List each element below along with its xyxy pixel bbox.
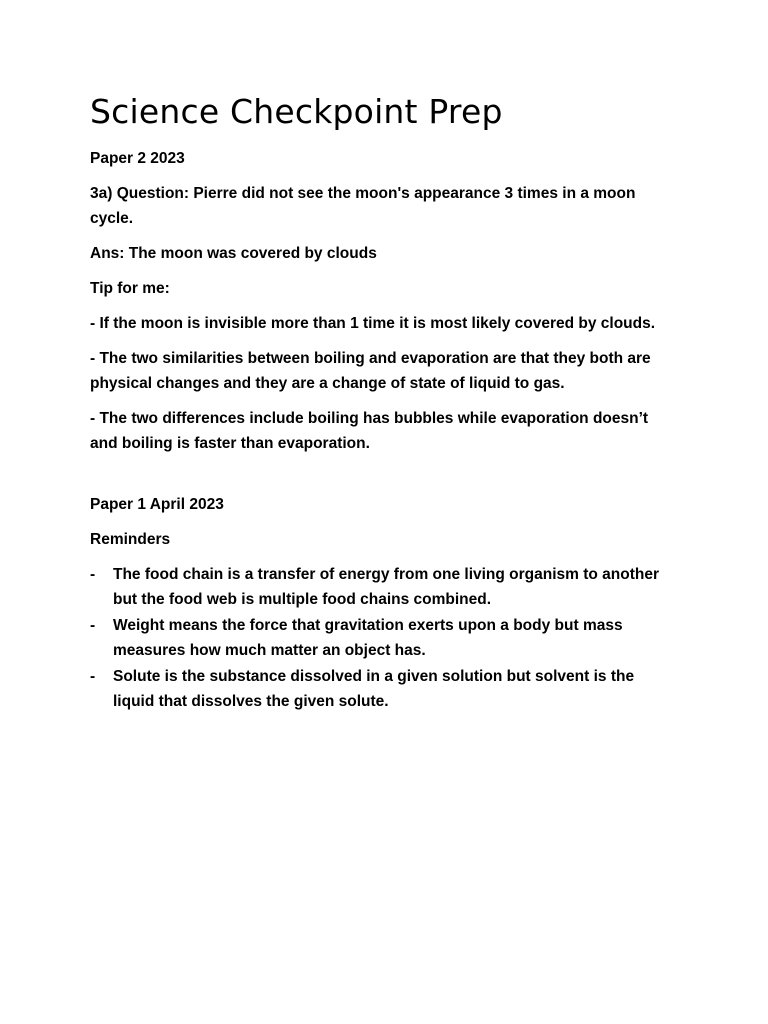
reminder-text: The food chain is a transfer of energy from one living organism to another but the food web is multiple food chains combined. — [113, 566, 660, 608]
reminder-text: Weight means the force that gravitation exerts upon a body but mass measures how much matter an object has. — [113, 617, 623, 659]
section-heading-paper2: Paper 2 2023 — [90, 150, 185, 167]
answer-text: Ans: The moon was covered by clouds — [90, 245, 377, 262]
tip-item: - The two differences include boiling has bubbles while evaporation doesn’t and boiling is faster than evaporation. — [90, 410, 649, 452]
section-heading-paper1: Paper 1 April 2023 — [90, 496, 224, 513]
tip-item: - If the moon is invisible more than 1 time it is most likely covered by clouds. — [90, 315, 656, 332]
tip-item: - The two similarities between boiling and evaporation are that they both are physical changes and they are a change of state of liquid to gas. — [90, 350, 651, 392]
page-title: Science Checkpoint Prep — [90, 92, 503, 131]
reminder-item — [90, 613, 678, 663]
reminder-text: Solute is the substance dissolved in a given solution but solvent is the liquid that dissolves the given solute. — [113, 668, 635, 710]
reminders-list — [90, 562, 678, 714]
reminder-item — [90, 562, 678, 612]
question-text: 3a) Question: Pierre did not see the moon's appearance 3 times in a moon cycle. — [90, 185, 636, 227]
reminder-item — [90, 664, 678, 714]
bullet-dash: - — [90, 617, 96, 634]
document-body — [90, 92, 678, 715]
tip-heading: Tip for me: — [90, 280, 170, 297]
bullet-dash: - — [90, 668, 96, 685]
reminders-heading: Reminders — [90, 531, 171, 548]
section-spacer — [90, 466, 678, 492]
bullet-dash: - — [90, 566, 96, 583]
